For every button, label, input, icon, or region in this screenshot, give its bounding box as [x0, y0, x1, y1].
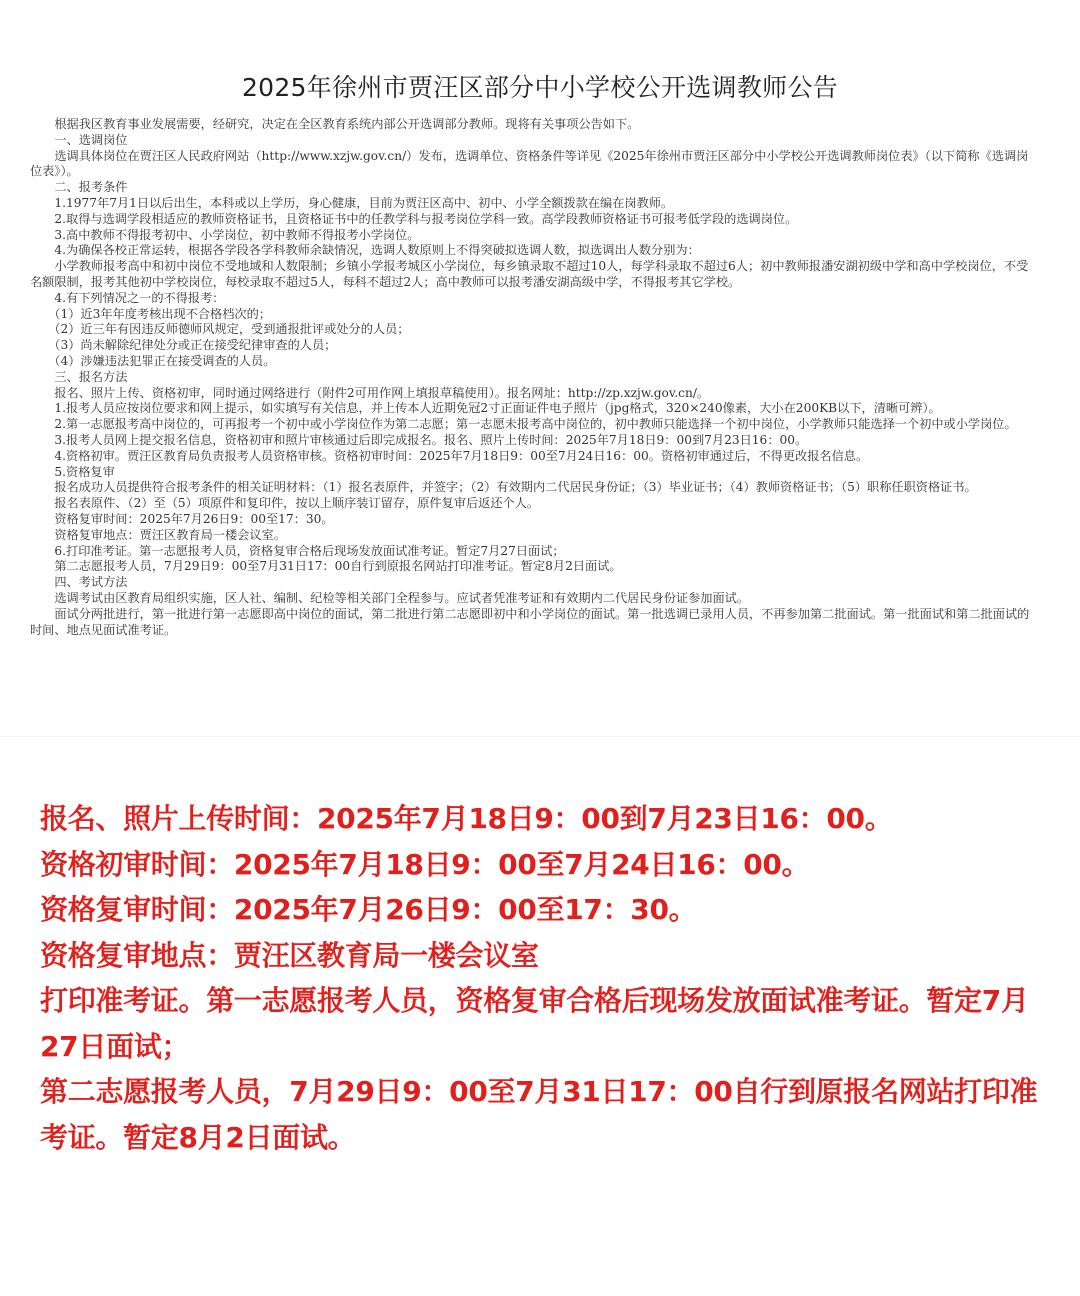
highlight-line: 第二志愿报考人员，7月29日9：00至7月31日17：00自行到原报名网站打印准考证。暂定8月2日面试。 [40, 1075, 1038, 1154]
paragraph: 4.有下列情况之一的不得报考： [30, 290, 225, 305]
paragraph: 第二志愿报考人员，7月29日9：00至7月31日17：00自行到原报名网站打印准考证。暂定8月2日面试。 [30, 559, 622, 574]
highlight-line: 打印准考证。第一志愿报考人员，资格复审合格后现场发放面试准考证。暂定7月27日面试； [40, 984, 1029, 1063]
section-divider [0, 736, 1080, 737]
list-item: （2）近三年有因违反师德师风规定，受到通报批评或处分的人员； [30, 322, 410, 337]
paragraph: 报名成功人员提供符合报考条件的相关证明材料：（1）报名表原件，并签字；（2）有效期内二代居民身份证；（3）毕业证书；（4）教师资格证书；（5）职称任职资格证书。 [30, 480, 977, 495]
paragraph: 根据我区教育事业发展需要，经研究，决定在全区教育系统内部公开选调部分教师。现将有关事项公告如下。 [30, 117, 640, 131]
section-heading: 三、报名方法 [30, 369, 128, 384]
highlight-line: 资格初审时间：2025年7月18日9：00至7月24日16：00。 [40, 847, 810, 881]
paragraph: 面试分两批进行，第一批进行第一志愿即高中岗位的面试，第二批进行第二志愿即初中和小学岗位的面试。第一批选调已录用人员，不再参加第二批面试。第一批面试和第二批面试的时间、地点见面试准考证。 [30, 606, 1030, 637]
paragraph: 3.高中教师不得报考初中、小学岗位，初中教师不得报考小学岗位。 [30, 227, 420, 242]
paragraph: 2.第一志愿报考高中岗位的，可再报考一个初中或小学岗位作为第二志愿；第一志愿未报考高中岗位的，初中教师只能选择一个初中岗位，小学教师只能选择一个初中或小学岗位。 [30, 417, 1017, 432]
list-item: （1）近3年年度考核出现不合格档次的； [30, 306, 271, 321]
paragraph: 5.资格复审 [30, 464, 115, 479]
paragraph: 报名、照片上传、资格初审，同时通过网络进行（附件2可用作网上填报草稿使用）。报名网址：http://zp.xzjw.gov.cn/。 [30, 385, 710, 400]
paragraph: 4.为确保各校正常运转，根据各学段各学科教师余缺情况，选调人数原则上不得突破拟选调人数，拟选调出人数分别为： [30, 243, 700, 258]
highlight-line: 资格复审地点：贾汪区教育局一楼会议室 [40, 938, 539, 972]
key-dates-summary [40, 796, 1050, 1160]
list-item: （3）尚未解除纪律处分或正在接受纪律审查的人员； [30, 338, 337, 353]
highlight-line: 报名、照片上传时间：2025年7月18日9：00到7月23日16：00。 [40, 802, 893, 835]
document-body [30, 117, 1034, 638]
highlight-line: 资格复审时间：2025年7月26日9：00至17：30。 [40, 893, 697, 926]
paragraph: 选调具体岗位在贾汪区人民政府网站（http://www.xzjw.gov.cn/）发布，选调单位、资格条件等详见《2025年徐州市贾汪区部分中小学校公开选调教师岗位表》（以下简称《选调岗位表》）。 [30, 148, 1029, 179]
paragraph: 报名表原件、（2）至（5）项原件和复印件，按以上顺序装订留存，原件复审后返还个人。 [30, 496, 540, 511]
section-heading: 一、选调岗位 [30, 132, 128, 147]
paragraph: 资格复审地点：贾汪区教育局一楼会议室。 [30, 527, 286, 542]
document-title: 2025年徐州市贾汪区部分中小学校公开选调教师公告 [241, 73, 839, 102]
paragraph: 4.资格初审。贾汪区教育局负责报考人员资格审核。资格初审时间：2025年7月18日9：00至7月24日16：00。资格初审通过后，不得更改报名信息。 [30, 448, 869, 463]
paragraph: 小学教师报考高中和初中岗位不受地域和人数限制；乡镇小学报考城区小学岗位，每乡镇录取不超过10人，每学科录取不超过6人；初中教师报潘安湖初级中学和高中学校岗位，不受名额限制，报考其他初中学校岗位，每校录取不超过5人，每科不超过2人；高中教师可以报考潘安湖高级中学，不得报考其它学校。 [30, 259, 1029, 289]
paragraph: 资格复审时间：2025年7月26日9：00至17：30。 [30, 511, 334, 526]
paragraph: 1.1977年7月1日以后出生，本科或以上学历，身心健康，目前为贾汪区高中、初中、小学全额拨款在编在岗教师。 [30, 195, 674, 210]
list-item: （4）涉嫌违法犯罪正在接受调查的人员。 [30, 353, 276, 368]
paragraph: 3.报考人员网上提交报名信息，资格初审和照片审核通过后即完成报名。报名、照片上传时间：2025年7月18日9：00到7月23日16：00。 [30, 432, 808, 447]
paragraph: 6.打印准考证。第一志愿报考人员，资格复审合格后现场发放面试准考证。暂定7月27日面试； [30, 543, 565, 558]
paragraph: 2.取得与选调学段相适应的教师资格证书，且资格证书中的任教学科与报考岗位学科一致。高学段教师资格证书可报考低学段的选调岗位。 [30, 211, 798, 226]
paragraph: 1.报考人员应按岗位要求和网上提示，如实填写有关信息，并上传本人近期免冠2寸正面证件电子照片（jpg格式，320×240像素，大小在200KB以下，清晰可辨）。 [30, 401, 941, 416]
paragraph: 选调考试由区教育局组织实施，区人社、编制、纪检等相关部门全程参与。应试者凭准考证和有效期内二代居民身份证参加面试。 [30, 590, 750, 605]
section-heading: 四、考试方法 [30, 575, 128, 590]
section-heading: 二、报考条件 [30, 180, 128, 195]
